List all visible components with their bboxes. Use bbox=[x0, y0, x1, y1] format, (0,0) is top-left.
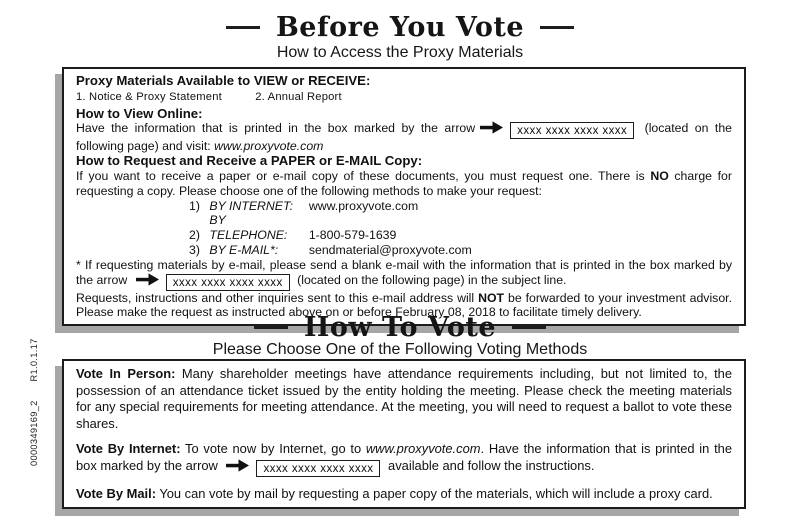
text-segment: charge for requesting a copy. Please choose one of the following methods to make your request: bbox=[76, 168, 732, 198]
arrow-right-icon bbox=[226, 459, 249, 477]
method-value-phone: 1-800-579-1639 bbox=[308, 228, 397, 243]
how-to-vote-title: How To Vote bbox=[303, 312, 497, 343]
text-segment: Vote In Person: bbox=[76, 366, 176, 381]
text-segment: Have the information that is printed in the box marked by the arrow bbox=[76, 121, 476, 136]
title-dash bbox=[540, 26, 574, 29]
how-to-vote-title-row bbox=[0, 312, 800, 343]
materials-item-notice: 1. Notice & Proxy Statement bbox=[76, 90, 222, 103]
materials-items bbox=[76, 90, 732, 105]
method-number: 1) bbox=[189, 198, 200, 213]
control-number-box: xxxx xxxx xxxx xxxx bbox=[256, 460, 380, 477]
email-footnote-paragraph bbox=[76, 258, 732, 291]
text-segment: * If requesting materials by e-mail, please send a blank e-mail with the information that is printed in the box marked by the arrow bbox=[76, 257, 732, 287]
text-segment: To vote now by Internet, go to bbox=[180, 441, 366, 457]
text-segment: www.proxyvote.com bbox=[214, 139, 324, 154]
voting-methods-box bbox=[62, 359, 746, 509]
text-segment: (located on the following page) in the subject line. bbox=[293, 272, 567, 287]
access-materials-box bbox=[62, 67, 746, 326]
request-method-email bbox=[189, 243, 732, 258]
text-segment: Many shareholder meetings have attendance requirements including, but not limited to, the possession of an attendance ticket issued by the entity holding the meeting. Please check the meeting materials for any special requirements for meeting attendance. At the meeting, you will need to request a ballot to vote these shares. bbox=[76, 366, 732, 431]
arrow-right-icon bbox=[136, 273, 159, 290]
text-segment: If you want to receive a paper or e-mail copy of these documents, you must request one. There is bbox=[76, 168, 651, 183]
materials-item-annual-report: 2. Annual Report bbox=[255, 90, 342, 103]
text-segment: NO bbox=[650, 168, 669, 183]
text-segment: www.proxyvote.com bbox=[365, 441, 481, 457]
method-name: BY E-MAIL*: bbox=[209, 242, 279, 257]
request-method-internet bbox=[189, 199, 732, 214]
document-code: 0000349169_2 bbox=[29, 400, 39, 466]
view-online-heading: How to View Online: bbox=[76, 105, 203, 121]
request-method-telephone bbox=[189, 213, 732, 243]
vote-by-mail-paragraph bbox=[76, 486, 732, 503]
request-copy-heading: How to Request and Receive a PAPER or E-MAIL Copy: bbox=[76, 153, 423, 169]
materials-heading: Proxy Materials Available to VIEW or RECEIVE: bbox=[76, 73, 371, 88]
request-copy-paragraph bbox=[76, 169, 732, 199]
view-online-paragraph bbox=[76, 121, 732, 154]
title-dash bbox=[254, 326, 288, 329]
control-number-box: xxxx xxxx xxxx xxxx bbox=[166, 274, 290, 291]
method-value-email: sendmaterial@proxyvote.com bbox=[308, 242, 472, 257]
text-segment: be forwarded to your investment advisor. Please make the request as instructed above on or before February 08, 2018 to facilitate timely delivery. bbox=[76, 290, 733, 320]
method-name: BY INTERNET: bbox=[209, 198, 294, 213]
vote-in-person-paragraph bbox=[76, 366, 732, 432]
title-dash bbox=[512, 326, 546, 329]
method-number: 2) bbox=[189, 228, 200, 243]
text-segment: available and follow the instructions. bbox=[384, 457, 595, 473]
arrow-right-icon bbox=[480, 121, 503, 138]
how-to-vote-subtitle: Please Choose One of the Following Voting Methods bbox=[212, 341, 588, 358]
document-code-vertical bbox=[29, 338, 39, 466]
before-you-vote-title-row bbox=[0, 12, 800, 43]
text-segment: Vote By Internet: bbox=[76, 441, 181, 457]
vote-by-internet-paragraph bbox=[76, 441, 732, 477]
control-number-box: xxxx xxxx xxxx xxxx bbox=[510, 122, 634, 139]
revision-code: R1.0.1.17 bbox=[29, 338, 39, 382]
title-dash bbox=[226, 26, 260, 29]
before-you-vote-subtitle: How to Access the Proxy Materials bbox=[276, 44, 524, 61]
method-value-url: www.proxyvote.com bbox=[308, 198, 419, 213]
method-name: BY TELEPHONE: bbox=[209, 213, 288, 243]
text-segment: Vote By Mail: bbox=[76, 485, 156, 501]
text-segment: Requests, instructions and other inquiries sent to this e-mail address will bbox=[76, 290, 479, 305]
text-segment: NOT bbox=[478, 290, 505, 305]
before-you-vote-title: Before You Vote bbox=[275, 12, 525, 43]
text-segment: (located on the following page) and visit: bbox=[76, 121, 732, 154]
method-number: 3) bbox=[189, 242, 200, 257]
text-segment: You can vote by mail by requesting a paper copy of the materials, which will include a proxy card. bbox=[155, 485, 713, 501]
text-segment: . Have the information that is printed in the box marked by the arrow bbox=[76, 441, 732, 473]
